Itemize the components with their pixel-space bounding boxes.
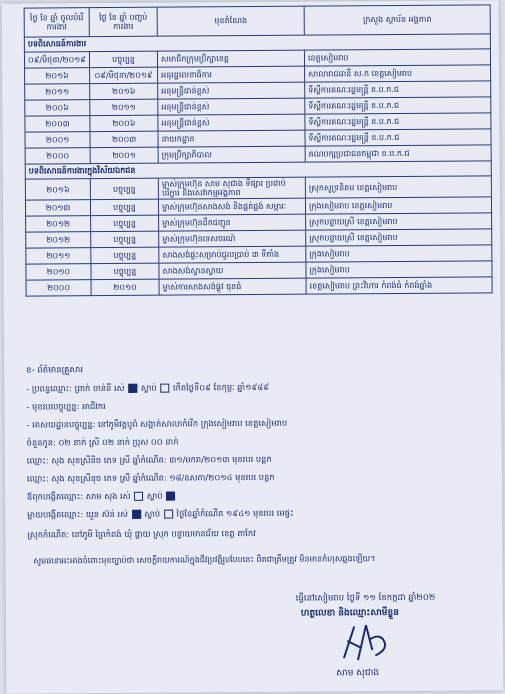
position-cell: ម្ចាស់ការសាងសង់ផ្លូវ ធុនធំ	[159, 278, 306, 295]
birthplace-line: ស្រុកកំណើត: នៅភូមិ ព្រៃកំពង់ ឃុំ ផ្ទាយ ស្រុក បន្ទាយមានជ័យ ខេត្ត តាកែវ	[27, 527, 256, 540]
father-alive-checkbox[interactable]	[134, 492, 143, 501]
declaration-text: សូមធានាអះអាងចំពោះមុខច្បាប់ថា សេចក្តីរាយការណ៍ក្នុងជីវប្រវត្តិរូបបែបនេះ ពិតជាត្រឹមត្រូវ មិនមានកំហុសឆ្គងឡើយ។	[33, 554, 376, 566]
position-cell: អនុមន្ត្រីជាន់ខ្ពស់	[158, 114, 305, 131]
header-organization: ក្រសួង ស្ថាប័ន អង្គភាព	[304, 5, 490, 35]
end-date-cell: ២០១១	[90, 99, 158, 115]
position-cell: អនុមន្ត្រីជាន់ខ្ពស់	[158, 98, 305, 115]
section2-title: បទពិសោធន៍ការងារក្នុងវិស័យឯកជន	[25, 161, 491, 179]
position-cell: អនុមន្ត្រីជាន់ខ្ពស់	[158, 82, 305, 99]
start-date-cell: ២០០០	[26, 280, 91, 296]
mother-dead-checkbox[interactable]	[164, 510, 173, 519]
document-date: ធ្វើនៅសៀមរាប ថ្ងៃទី ១១ ខែកក្កដា ឆ្នាំ២០២	[295, 592, 436, 604]
family-heading: ខ- ព័ត៌មានគ្រួសារ	[26, 365, 84, 376]
start-date-cell: ២០១៦	[25, 68, 90, 84]
organization-cell: ទីស្តីការគណៈរដ្ឋមន្ត្រី ខ.ប.ក.ជ	[305, 129, 491, 146]
organization-cell: ស្រុកសូទ្រនិគម ខេត្តសៀមរាប	[305, 176, 491, 199]
father-dead-checkbox[interactable]	[166, 492, 175, 501]
start-date-cell: ២០០១	[25, 132, 90, 148]
end-date-cell: បច្ចុប្បន្ន	[89, 51, 157, 67]
organization-cell: ក្រុងសៀមរាប ខេត្តសៀមរាប	[305, 197, 491, 214]
organization-cell: ស្រុកបន្ទាយស្រី ខេត្តសៀមរាប	[306, 213, 492, 230]
career-history-table	[24, 4, 493, 297]
spouse-dead-checkbox[interactable]	[160, 384, 169, 393]
end-date-cell: ២០០៦	[90, 115, 158, 131]
spouse-alive-checkbox[interactable]	[128, 384, 137, 393]
start-date-cell: ២០១១	[26, 248, 91, 264]
end-date-cell: បច្ចុប្បន្ន	[91, 216, 159, 232]
mother-alive-checkbox[interactable]	[132, 510, 141, 519]
position-cell: សាងសង់ផ្ទះសម្រាប់ជួលប្រាប់ ៣ ទីតាំង	[159, 247, 306, 264]
start-date-cell: ២០០៣	[25, 116, 90, 132]
organization-cell: ទីស្តីការគណៈរដ្ឋមន្ត្រី ខ.ប.ក.ជ	[305, 97, 491, 114]
section1-body	[24, 34, 491, 164]
occupation-line: - មុខរបរបច្ចុប្បន្ន: អាជីវករ	[26, 401, 106, 412]
end-date-cell: ២០០៣	[90, 131, 158, 147]
organization-cell: ស្រុកបន្ទាយស្រី ខេត្តសៀមរាប	[306, 229, 492, 246]
organization-cell: ទីស្តីការគណៈរដ្ឋមន្ត្រី ខ.ប.ក.ជ	[305, 113, 491, 130]
end-date-cell: ០៩/មិថុនា/២០១៩	[90, 67, 158, 83]
start-date-cell: ២០១២	[26, 232, 91, 248]
table-header-row	[24, 5, 490, 37]
organization-cell: សាលារាជធានី ស.ក ខេត្តសៀមរាប	[305, 65, 491, 82]
section2-body	[25, 161, 492, 297]
end-date-cell: ២០១០	[91, 280, 159, 296]
organization-cell: គណបក្សប្រជាជនកម្ពុជា ខ.ប.ក.ជ	[305, 145, 491, 162]
position-cell: ម្ចាស់ក្រុមហ៊ុន សាម សុជាង ទីផ្សារ ប្រដាប់បរិក្ខារ និងសេវាកម្មអង្គភាព	[158, 177, 305, 199]
table-row	[26, 277, 492, 296]
start-date-cell: ២០១៣	[25, 200, 90, 216]
end-date-cell: បច្ចុប្បន្ន	[90, 178, 158, 200]
position-cell: ក្រុមប្រឹក្សាភិបាល	[158, 146, 305, 163]
position-cell: សមាជិកក្រុមប្រឹក្សាខេត្ត	[157, 50, 304, 67]
organization-cell: ទីស្តីការគណៈរដ្ឋមន្ត្រី ខ.ប.ក.ជ	[305, 81, 491, 98]
header-position: មុខតំណែង	[157, 6, 304, 36]
start-date-cell: ២០០៦	[25, 100, 90, 116]
header-end-date: ថ្ងៃ ខែ ឆ្នាំ បញ្ចប់ការងារ	[89, 7, 157, 36]
start-date-cell: ២០១២	[26, 216, 91, 232]
handwritten-signature	[336, 619, 396, 667]
position-cell: ម្ចាស់ក្រុមហ៊ុនសាងសង់ និងផ្គត់ផ្គង់ សម្ភារៈ	[158, 199, 305, 216]
spouse-line: - ប្រពន្ធឈ្មោះ: ព្រាក់ ចាន់នី រស់ ស្លាប់ កើតថ្ងៃទី០៩ ខែកុម្ភៈ ឆ្នាំ១៩៨៩	[26, 381, 270, 394]
father-line: ឪពុកបង្កើតឈ្មោះ: សាម សុង រស់ ស្លាប់	[27, 488, 497, 504]
child1-line: ឈ្មោះ: សុង សុខស្រីនិច ភេទ ស្រី ឆ្នាំកំណើត: ៣១/មករា/២០១៣ មុខរបរ បន្តក	[26, 453, 272, 466]
start-date-cell: ០៩/មិថុនា/២០១៩	[24, 52, 89, 68]
end-date-cell: ២០១៦	[90, 83, 158, 99]
signer-name: សាម សុជាង	[336, 668, 380, 679]
start-date-cell: ២០១១	[25, 84, 90, 100]
end-date-cell: ២០០១	[90, 147, 158, 163]
mother-line: ម្តាយបង្កើតឈ្មោះ: យួន ស៊ន់ រស់ ស្លាប់ ថ្ងៃខែឆ្នាំកំណើត ១៩៤១ មុខរបរ មេផ្ទះ	[27, 507, 294, 520]
header-start-date: ថ្ងៃ ខែ ឆ្នាំ ចូលបំរើការងារ	[24, 8, 89, 37]
document-sheet	[2, 0, 504, 693]
address-line: - អាសយដ្ឋានបច្ចុប្បន្ន: នៅភូមិវត្តបូព៌ សង្កាត់សាលាកំរើក ក្រុងសៀមរាប ខេត្តសៀមរាប	[26, 417, 288, 430]
organization-cell: ក្រុងសៀមរាប	[306, 245, 492, 262]
section1-title: បទពិសោធន៍ការងារ	[24, 34, 490, 52]
position-cell: អនុរដ្ឋលេខាធិការ	[158, 66, 305, 83]
start-date-cell: ២០១៦	[25, 179, 90, 201]
end-date-cell: បច្ចុប្បន្ន	[91, 232, 159, 248]
position-cell: ម្ចាស់ក្រុមហ៊ុនដឹកជញ្ជូន	[159, 215, 306, 232]
start-date-cell: ២០០០	[25, 148, 90, 164]
end-date-cell: បច្ចុប្បន្ន	[91, 264, 159, 280]
children-count-line: ចំនួនកូន: ០២ នាក់ ស្រី ០២ នាក់ ប្រុស ០០ នាក់	[26, 436, 179, 448]
position-cell: សាងសង់ស្ពានស្វាយ	[159, 263, 306, 280]
end-date-cell: បច្ចុប្បន្ន	[91, 248, 159, 264]
child2-line: ឈ្មោះ: សុង សុខស្រីនុច ភេទ ស្រី ឆ្នាំកំណើត: ១៨/ឧសភា/២០១៤ មុខរបរ បន្តក	[26, 471, 275, 484]
organization-cell: ខេត្តសៀមរាប ព្រះវិហារ កំពង់ធំ កំពង់ឆ្នាំង	[306, 277, 492, 294]
position-cell: ម្ចាស់ក្រុមហ៊ុនទេសចរណ៍	[159, 231, 306, 248]
organization-cell: ខេត្តសៀមរាប	[304, 49, 490, 66]
position-cell: នាយកដ្ឋាន	[158, 130, 305, 147]
signature-title: ហត្ថលេខា និងឈ្មោះសាមីខ្លួន	[300, 607, 399, 619]
start-date-cell: ២០១០	[26, 264, 91, 280]
end-date-cell: បច្ចុប្បន្ន	[90, 200, 158, 216]
organization-cell: ក្រុងសៀមរាប	[306, 261, 492, 278]
